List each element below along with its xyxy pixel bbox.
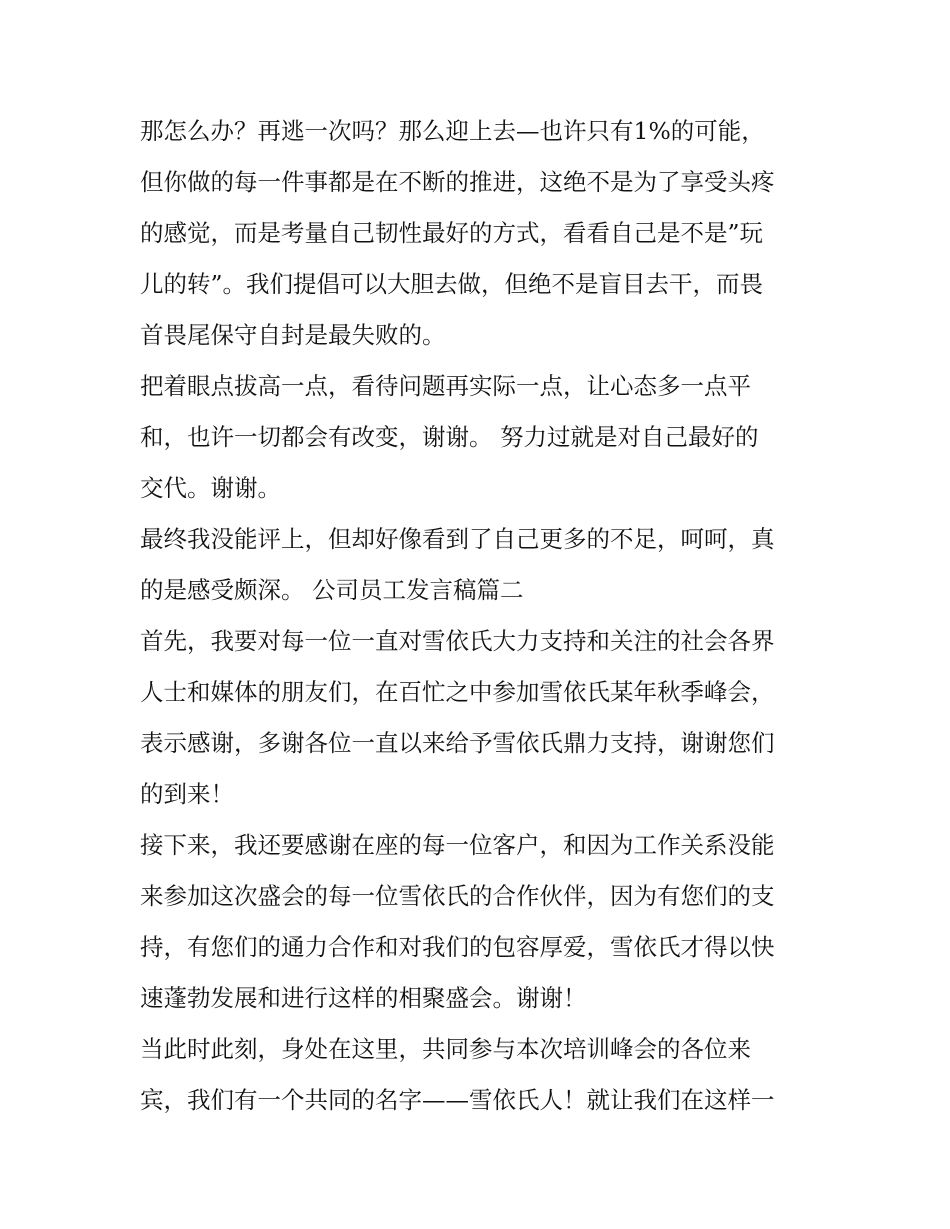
text-line: 表示感谢，多谢各位一直以来给予雪依氏鼎力支持，谢谢您们	[140, 729, 775, 757]
text-line: 接下来，我还要感谢在座的每一位客户，和因为工作关系没能	[140, 831, 775, 859]
text-line: 那怎么办？再逃一次吗？那么迎上去—也许只有1%的可能，	[140, 117, 765, 145]
text-line: 的是感受颇深。 公司员工发言稿篇二	[140, 576, 524, 604]
text-line: 最终我没能评上，但却好像看到了自己更多的不足，呵呵，真	[140, 525, 775, 553]
text-line: 但你做的每一件事都是在不断的推进，这绝不是为了享受头疼	[140, 168, 775, 196]
text-line: 人士和媒体的朋友们，在百忙之中参加雪依氏某年秋季峰会，	[140, 678, 775, 706]
text-line: 持，有您们的通力合作和对我们的包容厚爱，雪依氏才得以快	[140, 933, 775, 961]
text-line: 来参加这次盛会的每一位雪依氏的合作伙伴，因为有您们的支	[140, 882, 775, 910]
text-line: 首先，我要对每一位一直对雪依氏大力支持和关注的社会各界	[140, 627, 775, 655]
text-line: 儿的转”。我们提倡可以大胆去做，但绝不是盲目去干，而畏	[140, 270, 764, 298]
document-body	[140, 106, 815, 1126]
text-line: 的到来！	[140, 780, 234, 808]
text-line: 交代。谢谢。	[140, 474, 281, 502]
text-line: 首畏尾保守自封是最失败的。	[140, 321, 446, 349]
text-line: 的感觉，而是考量自己韧性最好的方式，看看自己是不是”玩	[140, 219, 764, 247]
text-line: 把着眼点拔高一点，看待问题再实际一点，让心态多一点平	[140, 372, 751, 400]
text-line: 宾，我们有一个共同的名字——雪依氏人！就让我们在这样一	[140, 1086, 775, 1114]
text-line: 和，也许一切都会有改变，谢谢。 努力过就是对自己最好的	[140, 423, 759, 451]
text-line: 当此时此刻，身处在这里，共同参与本次培训峰会的各位来	[140, 1035, 751, 1063]
text-line: 速蓬勃发展和进行这样的相聚盛会。谢谢！	[140, 984, 587, 1012]
